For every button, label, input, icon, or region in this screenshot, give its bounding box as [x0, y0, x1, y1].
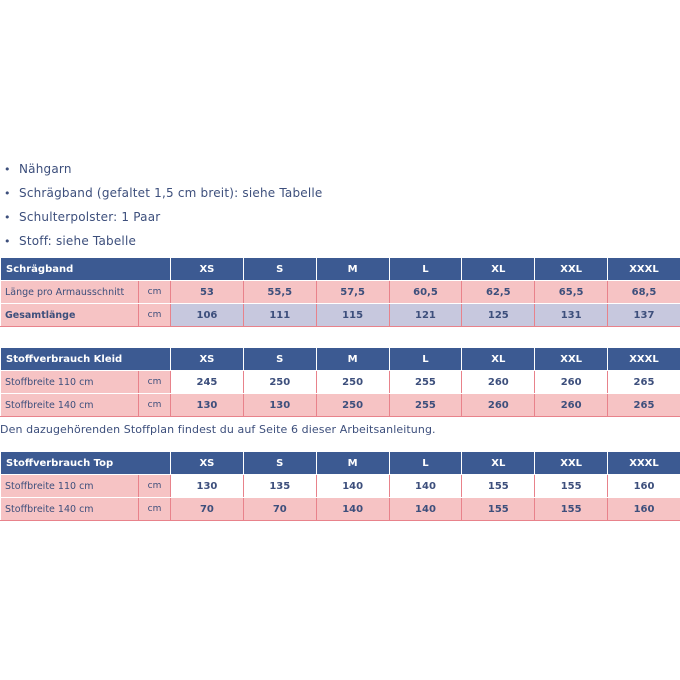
table-cell: 260: [535, 371, 608, 394]
table-cell: 155: [535, 475, 608, 498]
table-cell: 125: [462, 304, 535, 327]
table-title: Schrägband: [1, 258, 171, 281]
size-header: XS: [171, 258, 244, 281]
size-header: XL: [462, 348, 535, 371]
table-header-row: [1, 348, 680, 371]
cutting-plan-note: Den dazugehörenden Stoffplan findest du auf Seite 6 dieser Arbeitsanleitung.: [0, 423, 436, 436]
size-header: XXXL: [608, 258, 680, 281]
table-row: [1, 475, 680, 498]
table-cell: 115: [316, 304, 389, 327]
materials-list: [4, 157, 323, 253]
row-label: Stoffbreite 110 cm: [1, 371, 139, 394]
material-text: Stoff: siehe Tabelle: [19, 234, 137, 248]
size-header: L: [389, 348, 462, 371]
table-cell: 250: [316, 394, 389, 417]
table-cell: 55,5: [243, 281, 316, 304]
row-label: Stoffbreite 140 cm: [1, 394, 139, 417]
size-header: XL: [462, 258, 535, 281]
table-cell: 245: [171, 371, 244, 394]
table-cell: 265: [608, 371, 680, 394]
table-cell: 255: [389, 371, 462, 394]
size-header: M: [316, 258, 389, 281]
table-cell: 140: [389, 475, 462, 498]
size-header: L: [389, 258, 462, 281]
table-row: [1, 281, 680, 304]
size-header: XXXL: [608, 452, 680, 475]
bullet-icon: •: [4, 187, 11, 200]
table-cell: 137: [608, 304, 680, 327]
table-title: Stoffverbrauch Kleid: [1, 348, 171, 371]
table-title: Stoffverbrauch Top: [1, 452, 171, 475]
row-unit: cm: [139, 371, 171, 394]
material-item: [4, 157, 323, 181]
size-header: XXL: [535, 348, 608, 371]
table-cell: 135: [243, 475, 316, 498]
table-cell: 155: [462, 475, 535, 498]
row-label: Stoffbreite 140 cm: [1, 498, 139, 521]
table-cell: 255: [389, 394, 462, 417]
material-item: [4, 181, 323, 205]
table-cell: 130: [243, 394, 316, 417]
table-cell: 160: [608, 498, 680, 521]
row-unit: cm: [139, 304, 171, 327]
row-unit: cm: [139, 281, 171, 304]
size-header: XXXL: [608, 348, 680, 371]
size-header: S: [243, 452, 316, 475]
table-cell: 130: [171, 394, 244, 417]
table-cell: 250: [316, 371, 389, 394]
size-header: XXL: [535, 258, 608, 281]
size-header: M: [316, 452, 389, 475]
size-header: XS: [171, 348, 244, 371]
material-item: [4, 229, 323, 253]
top-fabric-table: [0, 451, 680, 521]
bullet-icon: •: [4, 163, 11, 176]
row-unit: cm: [139, 475, 171, 498]
table-cell: 140: [316, 475, 389, 498]
table-cell: 155: [462, 498, 535, 521]
table-cell: 130: [171, 475, 244, 498]
size-header: S: [243, 258, 316, 281]
row-label: Gesamtlänge: [1, 304, 139, 327]
table-cell: 260: [535, 394, 608, 417]
table-cell: 70: [171, 498, 244, 521]
table-cell: 160: [608, 475, 680, 498]
table-row: [1, 304, 680, 327]
size-header: XXL: [535, 452, 608, 475]
table-cell: 155: [535, 498, 608, 521]
size-header: S: [243, 348, 316, 371]
material-item: [4, 205, 323, 229]
material-text: Schulterpolster: 1 Paar: [19, 210, 161, 224]
row-label: Stoffbreite 110 cm: [1, 475, 139, 498]
table-cell: 62,5: [462, 281, 535, 304]
row-unit: cm: [139, 394, 171, 417]
dress-fabric-table: [0, 347, 680, 417]
table-cell: 121: [389, 304, 462, 327]
table-row: [1, 371, 680, 394]
bullet-icon: •: [4, 211, 11, 224]
size-header: M: [316, 348, 389, 371]
table-cell: 111: [243, 304, 316, 327]
table-row: [1, 498, 680, 521]
table-cell: 53: [171, 281, 244, 304]
table-cell: 131: [535, 304, 608, 327]
table-header-row: [1, 258, 680, 281]
bullet-icon: •: [4, 235, 11, 248]
size-header: XS: [171, 452, 244, 475]
size-header: L: [389, 452, 462, 475]
table-header-row: [1, 452, 680, 475]
material-text: Schrägband (gefaltet 1,5 cm breit): siehe Tabelle: [19, 186, 323, 200]
table-cell: 140: [389, 498, 462, 521]
table-cell: 65,5: [535, 281, 608, 304]
table-cell: 70: [243, 498, 316, 521]
size-header: XL: [462, 452, 535, 475]
table-cell: 140: [316, 498, 389, 521]
table-cell: 57,5: [316, 281, 389, 304]
row-label: Länge pro Armausschnitt: [1, 281, 139, 304]
table-cell: 106: [171, 304, 244, 327]
table-cell: 260: [462, 371, 535, 394]
material-text: Nähgarn: [19, 162, 72, 176]
table-cell: 68,5: [608, 281, 680, 304]
table-cell: 250: [243, 371, 316, 394]
row-unit: cm: [139, 498, 171, 521]
table-cell: 265: [608, 394, 680, 417]
table-cell: 260: [462, 394, 535, 417]
table-row: [1, 394, 680, 417]
bias-tape-table: [0, 257, 680, 327]
table-cell: 60,5: [389, 281, 462, 304]
